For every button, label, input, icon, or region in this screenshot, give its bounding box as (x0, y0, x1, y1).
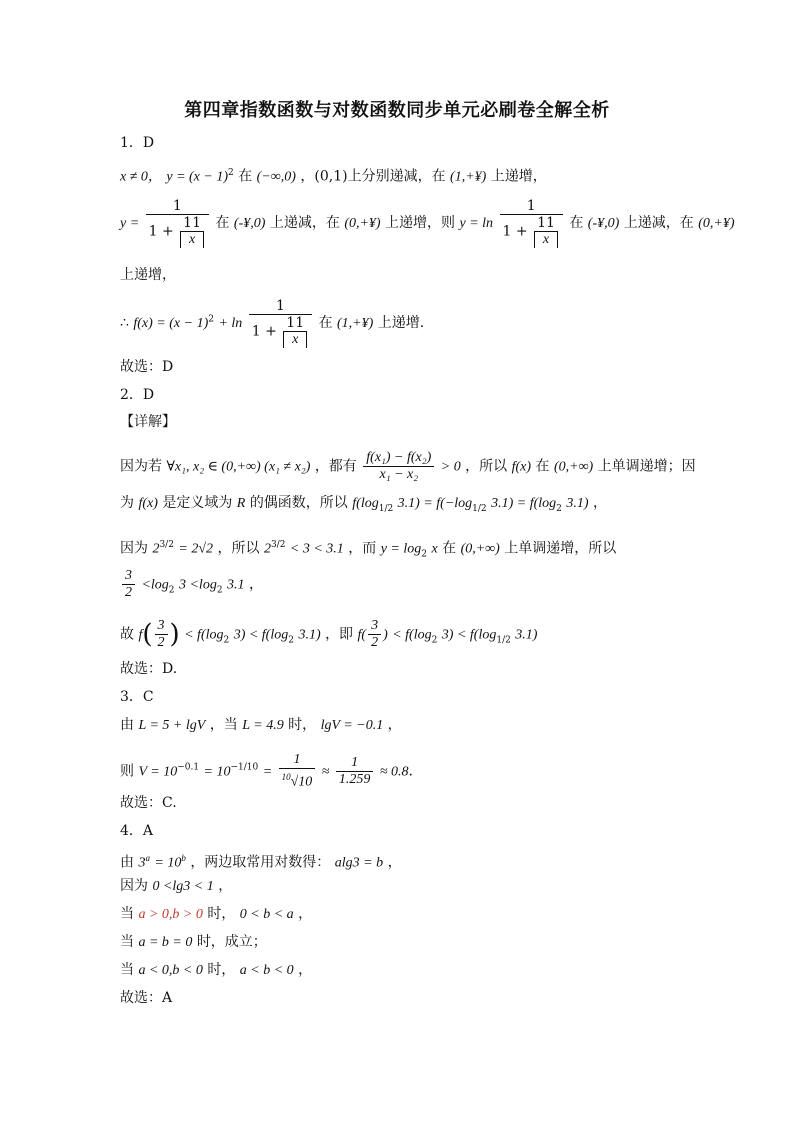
q1-number: 1．D (120, 135, 155, 151)
fraction: $\frac{1}{^{10}√10}$ (279, 752, 316, 791)
q1-line-2: y = 1 1 + $\frac{11}{x}$ 在 (-¥,0) 上递减，在 (0,+¥) 上递增，则 y = ln 1 1 + $\frac{11}{x}$ 在 (-¥,0) 上递减，在 (0,+¥) (120, 198, 735, 247)
fraction: $\frac{\text{f(x₁) − f(x₂)}}{\text{x₁ − x₂}}$ (363, 450, 434, 483)
q4-line-5: 当 a < 0,b < 0 时， a < b < 0 ， (120, 962, 313, 978)
q2-line-1: 因为若 ∀x₁, x₂ ∈ (0,+∞) (x₁ ≠ x₂) ，都有 $\frac{\text{f(x₁) − f(x₂)}}{\text{x₁ − x₂}}$ > 0 ，所以 f(x) 在 (0,+∞) 上单调递增；因 (120, 450, 696, 482)
q2-line-2: 为 f(x) 是定义域为 R 的偶函数，所以 $f(\log_{1/2}$ $3.1) = f(-\log_{1/2}$ $3.1) = f(\log_2$ 3.1) ， (120, 495, 607, 514)
q4-line-1: 由 $3^a = 10^b$ ，两边取常用对数得： alg3 = b ， (120, 853, 402, 871)
q3-line-2: 则 $V = 10^{-0.1} = 10^{-1/10}$ = $\frac{1}{^{10}√10}$ ≈ $\frac{1}{1.259}$ ≈ 0.8. (120, 752, 413, 790)
q2-line-5: 故 f( $\frac{3}{2}$ ) < $f(\log_2$ $3) < f(\log_2$ 3.1) ，即 f( $\frac{3}{2}$ ) < $f(\log_2$ $3) < f(\log_{1/2}$ 3.1) (120, 618, 538, 650)
q3-answer: 故选：C. (120, 795, 177, 811)
fraction: 1 1 + $\frac{11}{x}$ (146, 198, 209, 248)
q2-line-4: $\frac{3}{2}$ $<\log_2$ $3 <\log_2$ 3.1 ， (120, 568, 263, 601)
q1-answer: 故选：D (120, 359, 174, 375)
q3-number: 3．C (120, 689, 154, 705)
q1-line-1: x ≠ 0， $y = (x - 1)^2$ 在 (−∞,0) ，(0,1)上分别递减，在 (1,+¥) 上递增， (120, 168, 547, 185)
q2-line-3: 因为 $2^{3/2} = 2√2$ ，所以 $2^{3/2} < 3 < 3.1$ ，而 $y = \log_2 x$ 在 (0,+∞) 上单调递增，所以 (120, 540, 617, 560)
fraction: $\frac{3}{2}$ (122, 568, 135, 601)
q4-line-3: 当 a > 0,b > 0 时， 0 < b < a ， (120, 906, 313, 922)
q4-line-4: 当 a = b = 0 时，成立； (120, 934, 267, 950)
q4-number: 4．A (120, 823, 154, 839)
q2-number: 2．D (120, 387, 155, 403)
q2-detail-heading: 【详解】 (120, 414, 176, 430)
fraction: $\frac{1}{1.259}$ (336, 755, 374, 788)
fraction: 1 1 + $\frac{11}{x}$ (249, 298, 312, 348)
q1-line-3: 上递增， (120, 267, 176, 283)
q1-line-4: ∴ $f(x) = (x - 1)^2 + \ln$ 1 1 + $\frac{11}{x}$ 在 (1,+¥) 上递增. (120, 298, 425, 347)
q3-line-1: 由 L = 5 + lgV ，当 L = 4.9 时， lgV = −0.1 ， (120, 717, 402, 733)
q4-answer: 故选：A (120, 990, 173, 1006)
q4-line-2: 因为 0 <lg3 < 1 ， (120, 878, 233, 894)
q2-answer: 故选：D. (120, 661, 178, 677)
fraction: 1 1 + $\frac{11}{x}$ (500, 198, 563, 248)
page-title: 第四章指数函数与对数函数同步单元必刷卷全解全析 (184, 100, 610, 121)
